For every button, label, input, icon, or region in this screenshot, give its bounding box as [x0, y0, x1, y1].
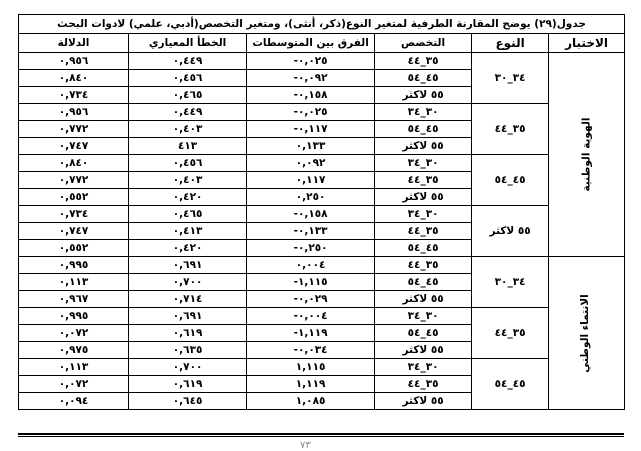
header-standard-error: الخطأ المعياري: [129, 34, 247, 53]
cell-diff: ٠,١٣٣: [247, 138, 375, 155]
cell-diff: ٠,٠٩٢-: [247, 70, 375, 87]
cell-spec: ٤٥_٥٤: [375, 274, 472, 291]
cell-diff: ٠,٠٢٩-: [247, 291, 375, 308]
cell-diff: ٠,١٥٨-: [247, 206, 375, 223]
test-label: الانتماء الوطني: [578, 293, 591, 373]
cell-diff: ٠,٢٥٠: [247, 189, 375, 206]
header-significance: الدلالة: [19, 34, 129, 53]
cell-diff: ٠,٠٠٤: [247, 257, 375, 274]
cell-se: ٠,٤٤٩: [129, 104, 247, 121]
table-bottom-rule-thin: [18, 436, 624, 437]
cell-se: ٠,٦٩١: [129, 308, 247, 325]
table-row: [19, 155, 625, 172]
cell-se: ٠,٧٠٠: [129, 274, 247, 291]
table-row: [19, 308, 625, 325]
cell-diff: ٠,٢٥٠-: [247, 240, 375, 257]
cell-sig: ٠,٩٥٦: [19, 53, 129, 70]
cell-spec: ٣٥_٤٤: [375, 376, 472, 393]
cell-spec: ٤٥_٥٤: [375, 70, 472, 87]
cell-diff: ١,١١٥: [247, 359, 375, 376]
header-specialization: التخصص: [375, 34, 472, 53]
cell-se: ٠,٤١٣: [129, 223, 247, 240]
page-number: ٧٣: [300, 440, 311, 451]
table-bottom-rule: [18, 433, 624, 435]
cell-sig: ٠,٧٣٤: [19, 87, 129, 104]
cell-spec: ٣٥_٤٤: [375, 172, 472, 189]
test-label: الهوية الوطنية: [580, 117, 593, 192]
cell-se: ٠,٦٣٥: [129, 342, 247, 359]
table-row: [19, 359, 625, 376]
cell-se: ٠,٤٠٣: [129, 121, 247, 138]
cell-spec: ٣٠_٣٤: [375, 155, 472, 172]
cell-spec: ٥٥ لاكثر: [375, 87, 472, 104]
cell-se: ٠,٧١٤: [129, 291, 247, 308]
cell-se: ٠,٦٩١: [129, 257, 247, 274]
cell-sig: ٠,٥٥٢: [19, 240, 129, 257]
cell-diff: ٠,١٣٣-: [247, 223, 375, 240]
cell-spec: ٤٥_٥٤: [375, 240, 472, 257]
cell-se: ٠,٤٢٠: [129, 189, 247, 206]
cell-type: ٣٥_٤٤: [472, 104, 549, 155]
table-row: [19, 206, 625, 223]
cell-sig: ٠,٧٤٧: [19, 138, 129, 155]
cell-spec: ٣٠_٣٤: [375, 308, 472, 325]
cell-type: ٣٤_٣٠: [472, 257, 549, 308]
cell-spec: ٣٠_٣٤: [375, 206, 472, 223]
cell-se: ٠,٤٦٥: [129, 206, 247, 223]
cell-sig: ٠,٩٥٦: [19, 104, 129, 121]
cell-sig: ٠,٩٧٥: [19, 342, 129, 359]
cell-diff: ٠,١١٧: [247, 172, 375, 189]
cell-spec: ٣٥_٤٤: [375, 223, 472, 240]
cell-diff: ٠,١١٧-: [247, 121, 375, 138]
cell-sig: ٠,١١٣: [19, 274, 129, 291]
cell-spec: ٥٥ لاكثر: [375, 189, 472, 206]
table-row: [19, 104, 625, 121]
header-test: الاختبار: [549, 34, 625, 53]
cell-spec: ٤٥_٥٤: [375, 325, 472, 342]
cell-se: ٠,٧٠٠: [129, 359, 247, 376]
results-table: [18, 14, 625, 410]
cell-sig: ٠,٨٤٠: [19, 155, 129, 172]
cell-spec: ٣٠_٣٤: [375, 104, 472, 121]
cell-sig: ٠,١١٣: [19, 359, 129, 376]
cell-sig: ٠,٠٧٢: [19, 376, 129, 393]
cell-test: [549, 53, 625, 257]
cell-spec: ٥٥ لاكثر: [375, 393, 472, 410]
cell-diff: ٠,٠٢٥-: [247, 104, 375, 121]
cell-sig: ٠,٥٥٢: [19, 189, 129, 206]
cell-se: ٠,٤٥٦: [129, 70, 247, 87]
header-mean-difference: الفرق بين المتوسطات: [247, 34, 375, 53]
cell-diff: ٠,١٥٨-: [247, 87, 375, 104]
table-title: جدول(٢٩) يوضح المقارنة الطرفية لمتغير النوع(ذكر، أنثى)، ومتغير التخصص(أدبي، علمي) لادوات البحث: [19, 15, 625, 34]
cell-se: ٠,٤٦٥: [129, 87, 247, 104]
cell-sig: ٠,٧٤٧: [19, 223, 129, 240]
cell-type: ٣٥_٤٤: [472, 308, 549, 359]
table-row: [19, 53, 625, 70]
cell-type: ٥٥ لاكثر: [472, 206, 549, 257]
cell-se: ٠,٤٠٣: [129, 172, 247, 189]
cell-diff: ٠,٠٢٥-: [247, 53, 375, 70]
cell-se: ٠,٦١٩: [129, 325, 247, 342]
cell-se: ٠,٦٤٥: [129, 393, 247, 410]
cell-sig: ٠,٧٧٢: [19, 121, 129, 138]
cell-sig: ٠,٧٧٢: [19, 172, 129, 189]
table-row: [19, 257, 625, 274]
cell-diff: ١,١١٩-: [247, 325, 375, 342]
cell-sig: ٠,٩٩٥: [19, 257, 129, 274]
cell-spec: ٥٥ لاكثر: [375, 291, 472, 308]
cell-sig: ٠,٠٩٤: [19, 393, 129, 410]
cell-type: ٤٥_٥٤: [472, 359, 549, 410]
cell-spec: ٤٥_٥٤: [375, 121, 472, 138]
cell-se: ٤١٣: [129, 138, 247, 155]
cell-diff: ٠,٠٠٤-: [247, 308, 375, 325]
cell-diff: ١,٠٨٥: [247, 393, 375, 410]
cell-spec: ٥٥ لاكثر: [375, 138, 472, 155]
cell-spec: ٥٥ لاكثر: [375, 342, 472, 359]
cell-spec: ٣٠_٣٤: [375, 359, 472, 376]
cell-se: ٠,٤٢٠: [129, 240, 247, 257]
cell-sig: ٠,٨٤٠: [19, 70, 129, 87]
cell-se: ٠,٤٤٩: [129, 53, 247, 70]
cell-sig: ٠,٩٩٥: [19, 308, 129, 325]
cell-type: ٣٤_٣٠: [472, 53, 549, 104]
cell-spec: ٣٥_٤٤: [375, 257, 472, 274]
cell-sig: ٠,٠٧٢: [19, 325, 129, 342]
cell-test: [549, 257, 625, 410]
cell-sig: ٠,٩٦٧: [19, 291, 129, 308]
cell-type: ٤٥_٥٤: [472, 155, 549, 206]
cell-se: ٠,٦١٩: [129, 376, 247, 393]
cell-spec: ٣٥_٤٤: [375, 53, 472, 70]
cell-se: ٠,٤٥٦: [129, 155, 247, 172]
cell-sig: ٠,٧٣٤: [19, 206, 129, 223]
cell-diff: ٠,٠٣٤-: [247, 342, 375, 359]
cell-diff: ١,١١٥-: [247, 274, 375, 291]
header-type: النوع: [472, 34, 549, 53]
cell-diff: ٠,٠٩٢: [247, 155, 375, 172]
cell-diff: ١,١١٩: [247, 376, 375, 393]
